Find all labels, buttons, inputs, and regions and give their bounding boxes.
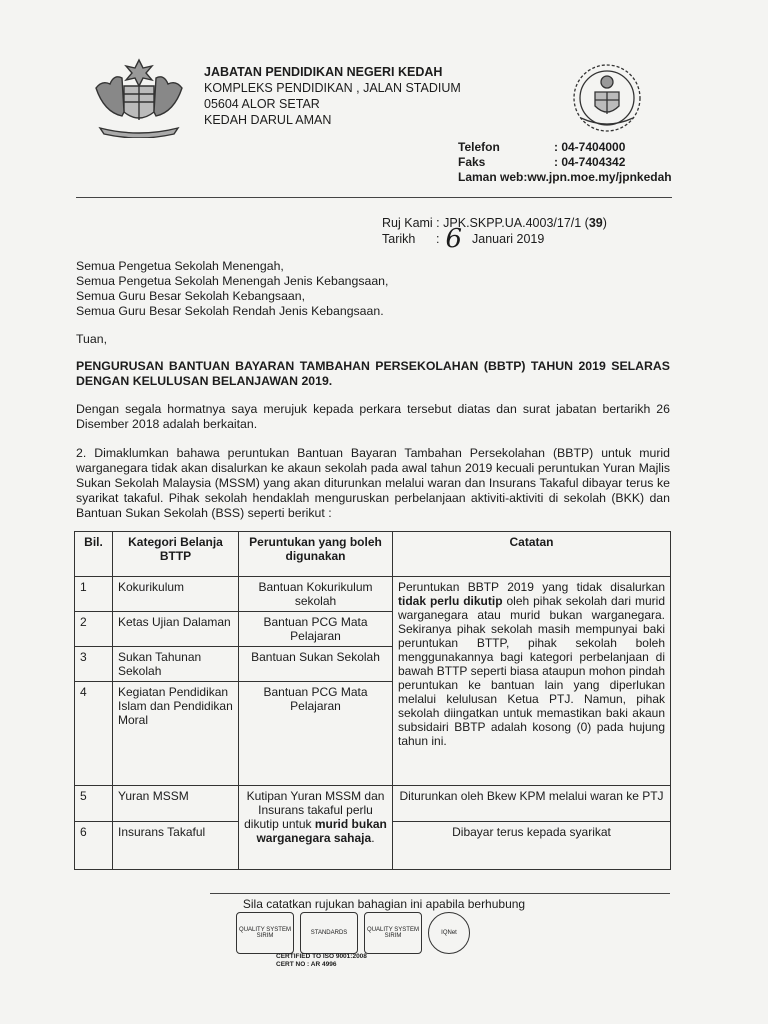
reference-line xyxy=(382,215,607,231)
paragraph-1: Dengan segala hormatnya saya merujuk kepada perkara tersebut diatas dan surat jabatan bertarikh 26 Disember 2018 adalah berkaitan. xyxy=(76,402,670,431)
cell-catatan: Dibayar terus kepada syarikat xyxy=(393,822,671,870)
ministry-seal-logo xyxy=(567,58,647,138)
contact-value: : 04-7404000 xyxy=(554,140,626,154)
cell-kategori: Ketas Ujian Dalaman xyxy=(113,612,239,647)
table-header-cell: Peruntukan yang boleh digunakan xyxy=(239,532,393,577)
org-address-line: 05604 ALOR SETAR xyxy=(204,97,320,111)
cell-kategori: Yuran MSSM xyxy=(113,786,239,822)
sirim-badge-logo: QUALITY SYSTEM SIRIM xyxy=(364,912,422,954)
certification-badges xyxy=(236,912,470,954)
cell-kategori: Sukan Tahunan Sekolah xyxy=(113,647,239,682)
recipient-line: Semua Guru Besar Sekolah Rendah Jenis Kebangsaan. xyxy=(76,304,384,318)
org-name: JABATAN PENDIDIKAN NEGERI KEDAH xyxy=(204,65,443,79)
contact-label: Telefon xyxy=(458,140,500,154)
cell-bil: 3 xyxy=(75,647,113,682)
table-header-cell: Catatan xyxy=(393,532,671,577)
cell-peruntukan: Bantuan PCG Mata Pelajaran xyxy=(239,682,393,786)
cell-bil: 6 xyxy=(75,822,113,870)
note-text: oleh pihak sekolah dari murid warganegara atau murid bukan warganegara. Sekiranya pihak sekolah masih mempunyai baki peruntukan BTTP, pihak sekolah boleh menggunakannya bagi kategori perbelanjaan di bawah BTTP seperti biasa ataupun mohon pindah peruntukan ke bantuan lain yang diperlukan melalui kelulusan Ketua PTJ. Namun, pihak sekolah diingatkan untuk memastikan baki akaun subsidairi BBTP adalah kosong (0) pada hujung tahun ini. xyxy=(398,594,665,748)
table-row xyxy=(75,786,671,822)
note-emphasis: tidak perlu dikutip xyxy=(398,594,503,608)
certification-text xyxy=(276,953,367,969)
contact-value: : 04-7404342 xyxy=(554,155,626,169)
cell-bil: 5 xyxy=(75,786,113,822)
cell-kategori: Kokurikulum xyxy=(113,577,239,612)
peruntukan-end: . xyxy=(371,831,375,845)
cell-kategori: Kegiatan Pendidikan Islam dan Pendidikan Moral xyxy=(113,682,239,786)
contact-info xyxy=(458,140,672,185)
letter-subject: PENGURUSAN BANTUAN BAYARAN TAMBAHAN PERSEKOLAHAN (BBTP) TAHUN 2019 SELARAS DENGAN KELULUSAN BELANJAWAN 2019. xyxy=(76,359,670,388)
recipient-line: Semua Guru Besar Sekolah Kebangsaan, xyxy=(76,289,306,303)
header-divider xyxy=(76,197,672,198)
footer-note: Sila catatkan rujukan bahagian ini apabila berhubung xyxy=(242,897,526,911)
recipient-line: Semua Pengetua Sekolah Menengah, xyxy=(76,259,284,273)
sirim-badge-logo: QUALITY SYSTEM SIRIM xyxy=(236,912,294,954)
contact-web: Laman web:ww.jpn.moe.my/jpnkedah xyxy=(458,170,672,184)
contact-label: Faks xyxy=(458,155,486,169)
salutation: Tuan, xyxy=(76,332,107,346)
contact-row xyxy=(458,140,672,155)
cell-peruntukan: Bantuan Sukan Sekolah xyxy=(239,647,393,682)
date-rest: Januari 2019 xyxy=(472,232,545,246)
note-text: Peruntukan BBTP 2019 yang tidak disalurkan xyxy=(398,580,665,594)
org-address-line: KEDAH DARUL AMAN xyxy=(204,113,332,127)
cell-bil: 4 xyxy=(75,682,113,786)
table-header-row xyxy=(75,532,671,577)
ref-value: JPK.SKPP.UA.4003/17/1 ( xyxy=(443,216,589,230)
expense-category-table xyxy=(74,531,671,870)
date-line xyxy=(382,224,607,254)
recipients-list xyxy=(76,259,670,319)
cell-peruntukan: Bantuan PCG Mata Pelajaran xyxy=(239,612,393,647)
peruntukan-emphasis: murid bukan warganegara sahaja xyxy=(256,817,387,845)
table-header-cell: Bil. xyxy=(75,532,113,577)
iqnet-badge-logo: IQNet xyxy=(428,912,470,954)
date-label: Tarikh xyxy=(382,232,416,246)
ref-label: Ruj Kami : xyxy=(382,216,440,230)
organisation-address xyxy=(204,64,461,128)
date-colon: : xyxy=(436,232,440,246)
cert-line: CERTIFIED TO ISO 9001:2008 xyxy=(276,953,367,960)
org-address-line: KOMPLEKS PENDIDIKAN , JALAN STADIUM xyxy=(204,81,461,95)
cell-catatan-note xyxy=(393,577,671,786)
cell-peruntukan: Bantuan Kokurikulum sekolah xyxy=(239,577,393,612)
coat-of-arms-logo xyxy=(86,56,192,138)
cell-bil: 1 xyxy=(75,577,113,612)
peruntukan-text: Kutipan Yuran MSSM dan Insurans takaful perlu dikutip untuk xyxy=(244,789,385,831)
date-day-handwritten: 6 xyxy=(445,224,463,254)
reference-block xyxy=(382,215,607,254)
recipient-line: Semua Pengetua Sekolah Menengah Jenis Kebangsaan, xyxy=(76,274,389,288)
footer-divider xyxy=(210,893,670,894)
contact-row xyxy=(458,155,672,170)
cell-kategori: Insurans Takaful xyxy=(113,822,239,870)
table-header-cell: Kategori Belanja BTTP xyxy=(113,532,239,577)
paragraph-2: 2. Dimaklumkan bahawa peruntukan Bantuan Bayaran Tambahan Persekolahan (BBTP) untuk murid warganegara tidak akan disalurkan ke akaun sekolah pada awal tahun 2019 kecuali peruntukan Yuran Majlis Sukan Sekolah Malaysia (MSSM) yang akan diturunkan melalui waran dan Insurans Takaful dibayar terus ke syarikat takaful. Pihak sekolah hendaklah menguruskan perbelanjaan aktiviti-aktiviti di sekolah (BKK) dan Bantuan Sukan Sekolah (BSS) seperti berikut : xyxy=(76,446,670,520)
ref-handwritten: 39 xyxy=(588,216,603,230)
cell-bil: 2 xyxy=(75,612,113,647)
ref-close: ) xyxy=(602,216,607,230)
cell-peruntukan-merged xyxy=(239,786,393,870)
cert-line: CERT NO : AR 4996 xyxy=(276,961,337,968)
standards-badge-logo: STANDARDS xyxy=(300,912,358,954)
table-row xyxy=(75,577,671,612)
cell-catatan: Diturunkan oleh Bkew KPM melalui waran ke PTJ xyxy=(393,786,671,822)
